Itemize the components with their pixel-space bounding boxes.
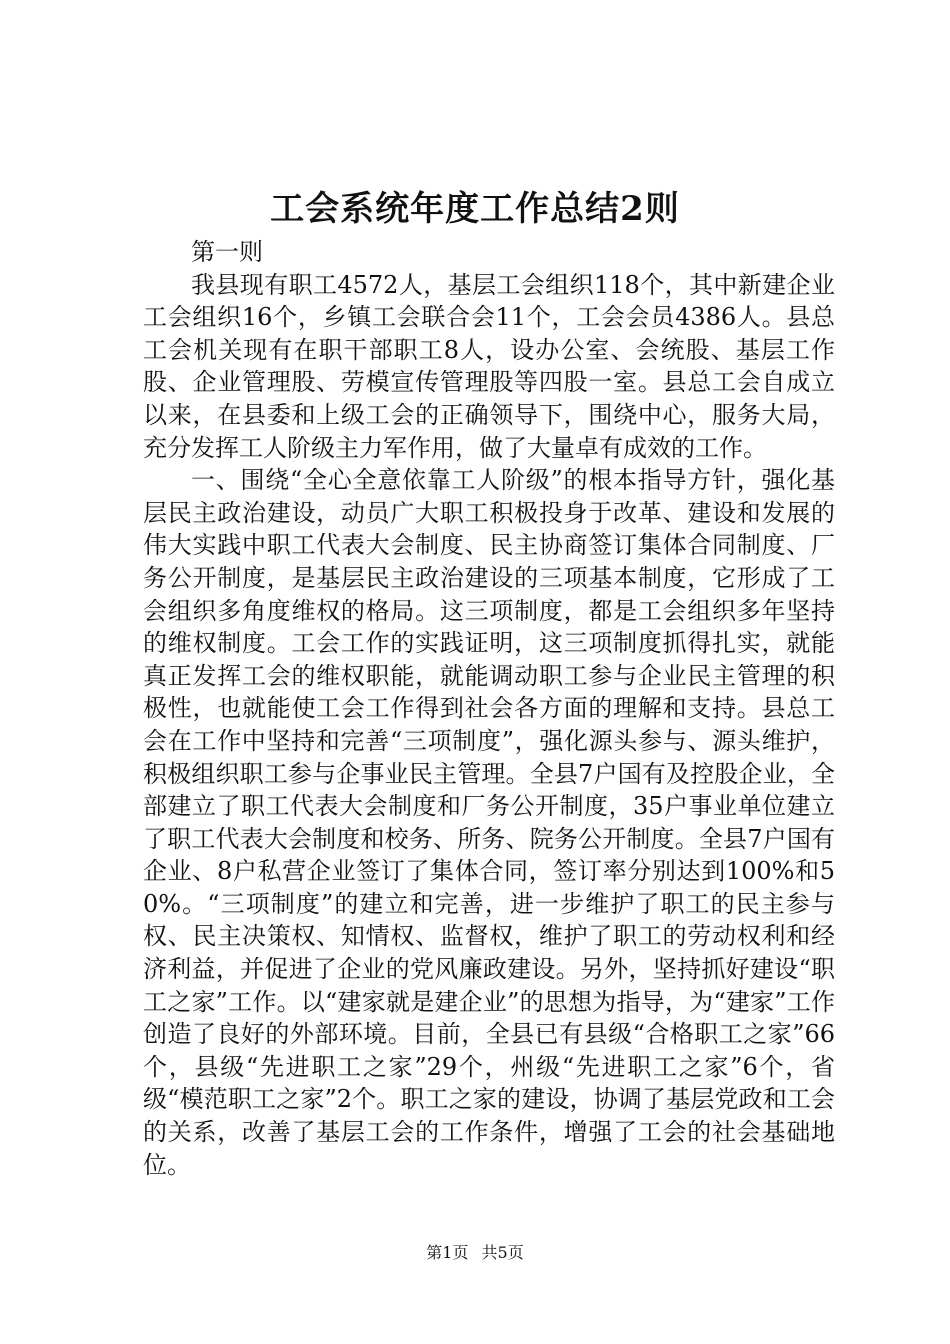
paragraph-intro: 我县现有职工4572人，基层工会组织118个，其中新建企业工会组织16个，乡镇工会联合会11个，工会会员4386人。县总工会机关现有在职干部职工8人，设办公室、会统股、基层工作股、企业管理股、劳模宣传管理股等四股一室。县总工会自成立以来，在县委和上级工会的正确领导下，围绕中心，服务大局，充分发挥工人阶级主力军作用，做了大量卓有成效的工作。 — [143, 270, 835, 462]
document-body — [143, 236, 835, 1181]
paragraph-section-one: 一、围绕“全心全意依靠工人阶级”的根本指导方针，强化基层民主政治建设，动员广大职工积极投身于改革、建设和发展的伟大实践中职工代表大会制度、民主协商签订集体合同制度、厂务公开制度，是基层民主政治建设的三项基本制度，它形成了工会组织多角度维权的格局。这三项制度，都是工会组织多年坚持的维权制度。工会工作的实践证明，这三项制度抓得扎实，就能真正发挥工会的维权职能，就能调动职工参与企业民主管理的积极性，也就能使工会工作得到社会各方面的理解和支持。县总工会在工作中坚持和完善“三项制度”，强化源头参与、源头维护，积极组织职工参与企事业民主管理。全县7户国有及控股企业，全部建立了职工代表大会制度和厂务公开制度，35户事业单位建立了职工代表大会制度和校务、所务、院务公开制度。全县7户国有企业、8户私营企业签订了集体合同，签订率分别达到100%和50%。“三项制度”的建立和完善，进一步维护了职工的民主参与权、民主决策权、知情权、监督权，维护了职工的劳动权利和经济利益，并促进了企业的党风廉政建设。另外，坚持抓好建设“职工之家”工作。以“建家就是建企业”的思想为指导，为“建家”工作创造了良好的外部环境。目前，全县已有县级“合格职工之家”66个，县级“先进职工之家”29个，州级“先进职工之家”6个，省级“模范职工之家”2个。职工之家的建设，协调了基层党政和工会的关系，改善了基层工会的工作条件，增强了工会的社会基础地位。 — [143, 466, 835, 1179]
page-footer — [0, 1242, 950, 1264]
page-total: 共5页 — [481, 1243, 524, 1262]
section-label: 第一则 — [191, 238, 263, 266]
page-number: 第1页 — [426, 1243, 469, 1262]
document-title: 工会系统年度工作总结2则 — [270, 189, 680, 229]
